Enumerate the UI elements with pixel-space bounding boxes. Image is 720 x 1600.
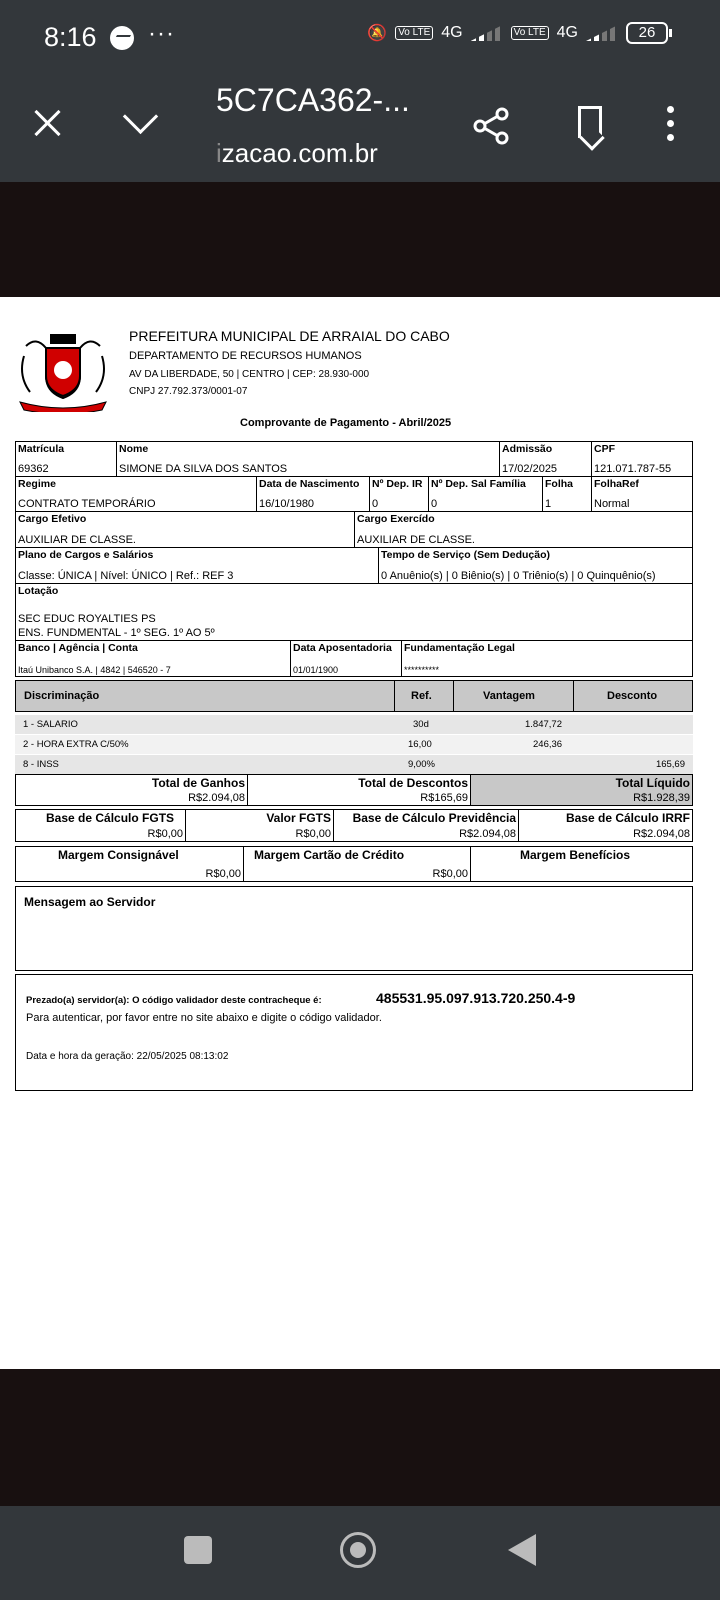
org-cnpj: CNPJ 27.792.373/0001-07 (129, 386, 248, 397)
banco-cell (15, 640, 291, 677)
page-title: 5C7CA362-... (216, 82, 410, 118)
volte-icon-2: Vo LTE (511, 26, 549, 40)
dept-name: DEPARTAMENTO DE RECURSOS HUMANOS (129, 350, 362, 362)
share-icon[interactable] (472, 106, 512, 146)
mensagem-label: Mensagem ao Servidor (24, 895, 156, 909)
dep-sal-value: 0 (431, 498, 438, 510)
status-indicators (367, 22, 668, 44)
plano-value: Classe: ÚNICA | Nível: ÚNICO | Ref.: REF 3 (18, 570, 234, 582)
total-liquido-cell (470, 774, 693, 806)
total-descontos-value: R$165,69 (420, 792, 468, 804)
margem-consignavel-cell (15, 846, 244, 882)
network-type-2: 4G (556, 24, 578, 41)
dep-ir-label: Nº Dep. IR (372, 478, 423, 490)
folha-value: 1 (545, 498, 552, 510)
folharef-cell (591, 476, 693, 512)
base-previdencia-value: R$2.094,08 (459, 828, 516, 840)
cargo-efetivo-value: AUXILIAR DE CLASSE. (18, 534, 136, 546)
dep-ir-value: 0 (372, 498, 379, 510)
table-row (15, 715, 693, 734)
folha-cell (542, 476, 592, 512)
item-disc: 2 - HORA EXTRA C/50% (23, 739, 129, 750)
nome-label: Nome (119, 443, 149, 455)
more-options-icon[interactable] (667, 106, 675, 142)
base-irrf-value: R$2.094,08 (633, 828, 690, 840)
admissao-cell (499, 441, 592, 477)
dep-ir-cell (369, 476, 429, 512)
url-prefix: i (216, 138, 222, 168)
page-url[interactable] (216, 138, 378, 169)
table-row (15, 735, 693, 754)
item-ref: 30d (413, 719, 429, 730)
item-disc: 1 - SALARIO (23, 719, 78, 730)
lotacao-line-2: ENS. FUNDMENTAL - 1º SEG. 1º AO 5º (18, 627, 215, 639)
base-previdencia-cell (333, 809, 519, 842)
coat-of-arms-logo (16, 326, 110, 412)
close-icon[interactable] (32, 108, 62, 138)
banco-label: Banco | Agência | Conta (18, 642, 138, 654)
tempo-servico-cell (378, 547, 693, 584)
cargo-exercido-label: Cargo Exercído (357, 513, 435, 525)
matricula-cell (15, 441, 117, 477)
item-ref: 16,00 (408, 739, 432, 750)
base-irrf-label: Base de Cálculo IRRF (565, 811, 690, 825)
col-discriminacao-label: Discriminação (24, 690, 100, 702)
matricula-label: Matrícula (18, 443, 65, 455)
margem-beneficios-cell (470, 846, 693, 882)
valor-fgts-label: Valor FGTS (266, 811, 331, 825)
base-fgts-label: Base de Cálculo FGTS (46, 811, 175, 825)
cpf-label: CPF (594, 443, 615, 455)
admissao-label: Admissão (502, 443, 553, 455)
total-descontos-cell (247, 774, 471, 806)
base-fgts-cell (15, 809, 186, 842)
item-disc: 8 - INSS (23, 759, 59, 770)
validador-box (15, 974, 693, 1091)
home-button[interactable] (340, 1532, 376, 1568)
aposentadoria-label: Data Aposentadoria (293, 642, 392, 654)
total-ganhos-value: R$2.094,08 (188, 792, 245, 804)
matricula-value: 69362 (18, 463, 49, 475)
cargo-exercido-cell (354, 511, 693, 548)
bookmark-icon[interactable] (578, 106, 602, 138)
org-name: PREFEITURA MUNICIPAL DE ARRAIAL DO CABO (129, 328, 450, 344)
col-ref (394, 680, 454, 712)
base-fgts-value: R$0,00 (147, 828, 183, 840)
tempo-servico-value: 0 Anuênio(s) | 0 Biênio(s) | 0 Triênio(s) | 0 Quinquênio(s) (381, 570, 656, 582)
signal-icon-2 (586, 25, 618, 41)
total-liquido-label: Total Líquido (615, 776, 690, 790)
fundamentacao-value: ********** (404, 665, 440, 675)
col-desconto-label: Desconto (607, 690, 658, 702)
lotacao-cell (15, 583, 693, 641)
volte-icon: Vo LTE (395, 26, 433, 40)
nome-value: SIMONE DA SILVA DOS SANTOS (119, 463, 288, 475)
base-previdencia-label: Base de Cálculo Previdência (352, 811, 516, 825)
validador-code: 485531.95.097.913.720.250.4-9 (376, 990, 576, 1006)
item-vant: 1.847,72 (525, 719, 562, 730)
back-button[interactable] (508, 1534, 536, 1566)
dep-sal-label: Nº Dep. Sal Família (431, 478, 526, 490)
autenticar-text: Para autenticar, por favor entre no site abaixo e digite o código validador. (26, 1012, 382, 1024)
validador-label: Prezado(a) servidor(a): O código validador deste contracheque é: (26, 995, 322, 1006)
col-ref-label: Ref. (411, 690, 432, 702)
dep-sal-cell (428, 476, 543, 512)
margem-cartao-label: Margem Cartão de Crédito (254, 848, 405, 862)
plano-label: Plano de Cargos e Salários (18, 549, 154, 561)
total-liquido-value: R$1.928,39 (633, 792, 690, 804)
margem-cartao-cell (243, 846, 471, 882)
base-irrf-cell (518, 809, 693, 842)
valor-fgts-value: R$0,00 (295, 828, 331, 840)
folha-label: Folha (545, 478, 573, 490)
aposentadoria-cell (290, 640, 402, 677)
admissao-value: 17/02/2025 (502, 463, 558, 475)
nascimento-label: Data de Nascimento (259, 478, 360, 490)
margem-consignavel-value: R$0,00 (205, 868, 241, 880)
lotacao-line-1: SEC EDUC ROYALTIES PS (18, 613, 156, 625)
lotacao-label: Lotação (18, 585, 59, 597)
col-desconto (573, 680, 693, 712)
mensagem-box (15, 886, 693, 971)
item-vant: 246,36 (533, 739, 563, 750)
fundamentacao-cell (401, 640, 693, 677)
messenger-icon (110, 26, 134, 50)
total-ganhos-cell (15, 774, 248, 806)
margem-beneficios-label: Margem Benefícios (520, 848, 631, 862)
folharef-value: Normal (594, 498, 630, 510)
banco-value: Itaú Unibanco S.A. | 4842 | 546520 - 7 (18, 665, 171, 675)
fundamentacao-label: Fundamentação Legal (404, 642, 515, 654)
col-vantagem-label: Vantagem (483, 690, 535, 702)
url-text: zacao.com.br (221, 138, 378, 168)
col-discriminacao (15, 680, 395, 712)
folharef-label: FolhaRef (594, 478, 639, 490)
mute-icon: 🔕 (367, 25, 388, 42)
signal-icon (471, 25, 503, 41)
recents-button[interactable] (184, 1536, 212, 1564)
item-desc: 165,69 (655, 759, 685, 770)
margem-consignavel-label: Margem Consignável (58, 848, 179, 862)
network-type-1: 4G (441, 24, 463, 41)
margem-cartao-value: R$0,00 (432, 868, 468, 880)
nascimento-value: 16/10/1980 (259, 498, 315, 510)
valor-fgts-cell (185, 809, 334, 842)
tempo-servico-label: Tempo de Serviço (Sem Dedução) (381, 549, 551, 561)
regime-value: CONTRATO TEMPORÁRIO (18, 498, 156, 510)
org-address: AV DA LIBERDADE, 50 | CENTRO | CEP: 28.930-000 (129, 369, 370, 380)
status-time: 8:16 (44, 22, 97, 52)
more-notifications-icon: ··· (148, 20, 175, 47)
plano-cell (15, 547, 379, 584)
cpf-cell (591, 441, 693, 477)
total-descontos-label: Total de Descontos (358, 776, 468, 790)
aposentadoria-value: 01/01/1900 (293, 665, 339, 675)
cpf-value: 121.071.787-55 (594, 463, 672, 475)
cargo-efetivo-cell (15, 511, 355, 548)
document-title: Comprovante de Pagamento - Abril/2025 (240, 417, 452, 429)
table-row (15, 755, 693, 774)
status-bar (0, 0, 720, 78)
geracao-text: Data e hora da geração: 22/05/2025 08:13:02 (26, 1051, 229, 1062)
nascimento-cell (256, 476, 370, 512)
item-ref: 9,00% (408, 759, 435, 770)
battery-icon: 26 (626, 22, 668, 44)
cargo-efetivo-label: Cargo Efetivo (18, 513, 87, 525)
col-vantagem (453, 680, 574, 712)
total-ganhos-label: Total de Ganhos (151, 776, 245, 790)
regime-cell (15, 476, 257, 512)
regime-label: Regime (18, 478, 56, 490)
nome-cell (116, 441, 500, 477)
cargo-exercido-value: AUXILIAR DE CLASSE. (357, 534, 475, 546)
